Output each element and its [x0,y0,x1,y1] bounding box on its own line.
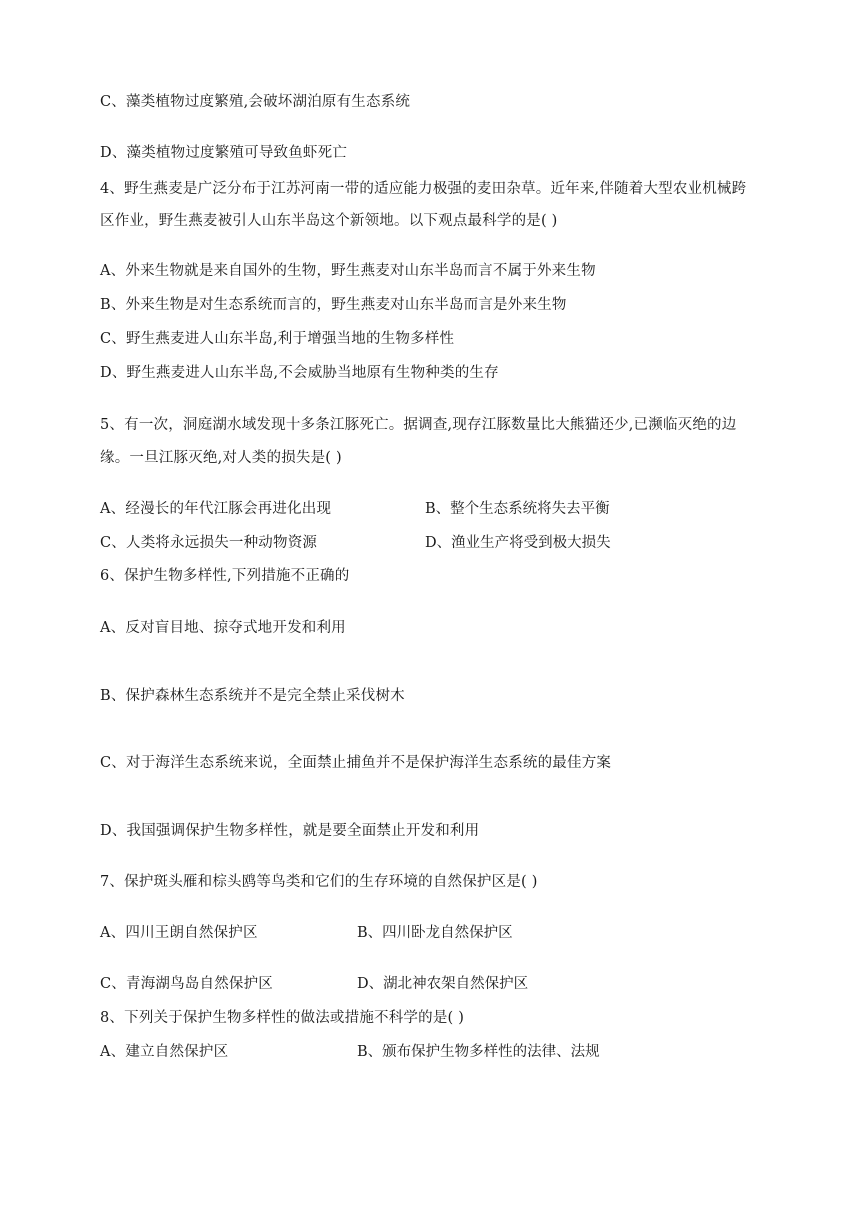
question-4-stem-line-2: 区作业，野生燕麦被引人山东半岛这个新领地。以下观点最科学的是( ) [100,213,558,229]
question-7-option-a: A、四川王朗自然保护区 [100,925,258,941]
question-4-option-a: A、外来生物就是来自国外的生物，野生燕麦对山东半岛而言不属于外来生物 [100,263,596,279]
question-8-option-b: B、颁布保护生物多样性的法律、法规 [357,1044,600,1060]
question-6-option-c: C、对于海洋生态系统来说，全面禁止捕鱼并不是保护海洋生态系统的最佳方案 [100,755,612,771]
question-6-stem: 6、保护生物多样性,下列措施不正确的 [100,568,350,584]
question-5-option-a: A、经漫长的年代江豚会再进化出现 [100,501,332,517]
question-5-option-c: C、人类将永远损失一种动物资源 [100,535,318,551]
question-6-option-d: D、我国强调保护生物多样性，就是要全面禁止开发和利用 [100,823,480,839]
question-8-option-a: A、建立自然保护区 [100,1044,229,1060]
question-7-option-c: C、青海湖鸟岛自然保护区 [100,976,273,992]
question-5-stem-line-1: 5、有一次，洞庭湖水域发现十多条江豚死亡。据调查,现存江豚数量比大熊猫还少,已濒临灭绝的边 [100,417,737,433]
question-4-option-d: D、野生燕麦进人山东半岛,不会威胁当地原有生物种类的生存 [100,365,499,381]
question-4-option-b: B、外来生物是对生态系统而言的，野生燕麦对山东半岛而言是外来生物 [100,297,567,313]
question-5-option-d: D、渔业生产将受到极大损失 [425,535,611,551]
question-5-stem-line-2: 缘。一旦江豚灭绝,对人类的损失是( ) [100,450,342,466]
question-7-option-d: D、湖北神农架自然保护区 [357,976,529,992]
question-3-option-c: C、藻类植物过度繁殖,会破坏湖泊原有生态系统 [100,94,411,110]
question-7-stem: 7、保护斑头雁和棕头鸥等鸟类和它们的生存环境的自然保护区是( ) [100,874,538,890]
question-6-option-a: A、反对盲目地、掠夺式地开发和利用 [100,620,346,636]
question-4-stem-line-1: 4、野生燕麦是广泛分布于江苏河南一带的适应能力极强的麦田杂草。近年来,伴随着大型农业机械跨 [100,181,747,197]
question-6-option-b: B、保护森林生态系统并不是完全禁止采伐树木 [100,688,405,704]
question-8-stem: 8、下列关于保护生物多样性的做法或措施不科学的是( ) [100,1010,465,1026]
question-4-option-c: C、野生燕麦进人山东半岛,利于增强当地的生物多样性 [100,331,455,347]
question-5-option-b: B、整个生态系统将失去平衡 [425,501,610,517]
question-3-option-d: D、藻类植物过度繁殖可导致鱼虾死亡 [100,145,348,161]
question-7-option-b: B、四川卧龙自然保护区 [357,925,513,941]
